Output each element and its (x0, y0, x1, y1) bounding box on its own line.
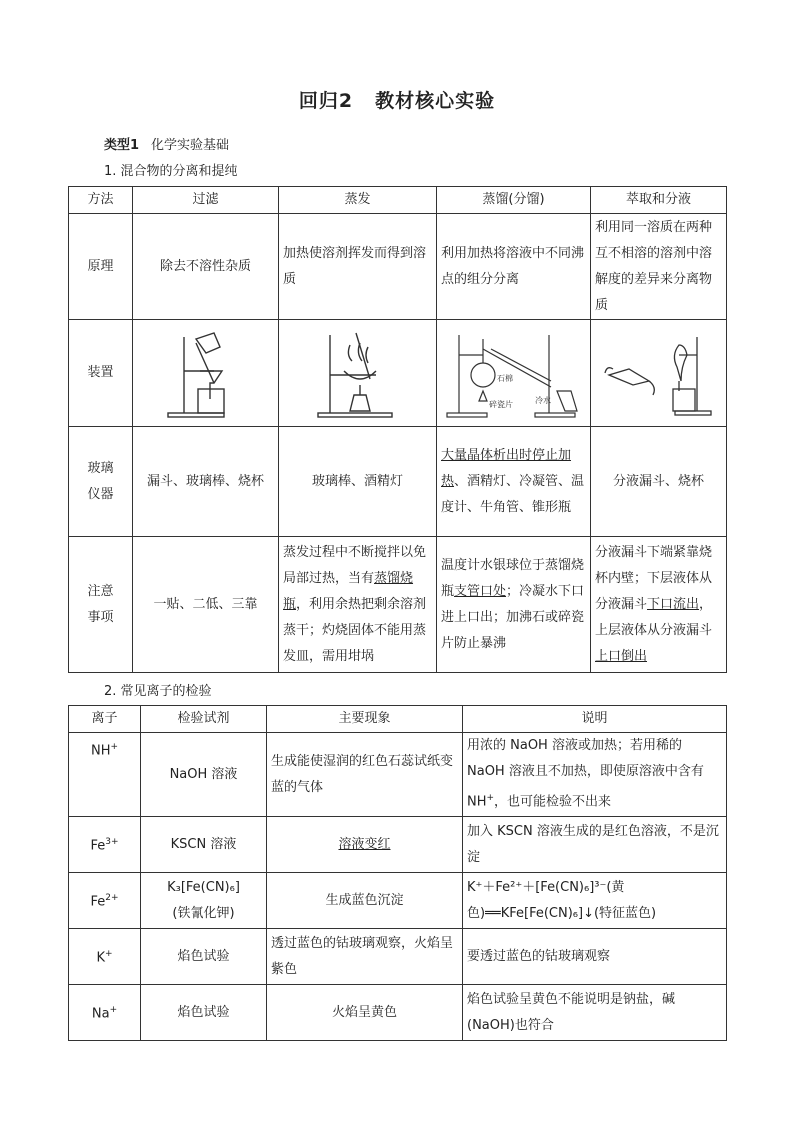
row-label: 玻璃 仪器 (69, 427, 133, 537)
table-cell: 温度计水银球位于蒸馏烧瓶支管口处；冷凝水下口进上口出；加沸石或碎瓷片防止暴沸 (437, 537, 591, 673)
table-cell: 漏斗、玻璃棒、烧杯 (133, 427, 279, 537)
phenomenon-cell: 透过蓝色的钴玻璃观察，火焰呈紫色 (267, 929, 463, 985)
table-cell: 利用同一溶质在两种互不相溶的溶剂中溶解度的差异来分离物质 (591, 214, 727, 320)
extraction-apparatus (591, 320, 727, 427)
phenomenon-cell: 火焰呈黄色 (267, 985, 463, 1041)
note-cell: 焰色试验呈黄色不能说明是钠盐，碱(NaOH)也符合 (463, 985, 727, 1041)
table-cell: 蒸发过程中不断搅拌以免局部过热，当有蒸馏烧瓶，利用余热把剩余溶剂蒸干；灼烧固体不能用蒸发皿，需用坩埚 (279, 537, 437, 673)
extraction-diagram (599, 325, 719, 421)
table-cell: 除去不溶性杂质 (133, 214, 279, 320)
table-header-row (69, 187, 727, 214)
distillation-apparatus (437, 320, 591, 427)
subheading-separation: 1. 混合物的分离和提纯 (104, 164, 238, 179)
evaporation-apparatus (279, 320, 437, 427)
header-cell: 说明 (463, 706, 727, 733)
table-row (69, 427, 727, 537)
reagent-cell: 焰色试验 (141, 985, 267, 1041)
filtration-apparatus (133, 320, 279, 427)
page-title: 回归2 教材核心实验 (298, 90, 496, 112)
ion-cell: $Fe^{2+}$ (69, 873, 141, 929)
note-cell: 用浓的 NaOH 溶液或加热；若用稀的 NaOH 溶液且不加热，即使原溶液中含有 NH+，也可能检验不出来 (463, 733, 727, 817)
note-cell: 加入 KSCN 溶液生成的是红色溶液，不是沉淀 (463, 817, 727, 873)
table-row (69, 733, 727, 817)
evaporation-diagram (308, 325, 408, 421)
table-cell: 玻璃棒、酒精灯 (279, 427, 437, 537)
label-chip: 碎瓷片 (488, 400, 513, 409)
header-cell: 检验试剂 (141, 706, 267, 733)
header-cell: 蒸发 (279, 187, 437, 214)
phenomenon-cell: 生成蓝色沉淀 (267, 873, 463, 929)
table-cell: 分液漏斗下端紧靠烧杯内壁；下层液体从分液漏斗下口流出，上层液体从分液漏斗上口倒出 (591, 537, 727, 673)
ion-cell: NH+ (69, 733, 141, 817)
label-stone: 石棉 (496, 374, 513, 383)
reagent-cell: 焰色试验 (141, 929, 267, 985)
distillation-diagram (439, 325, 589, 421)
separation-table (68, 186, 727, 673)
note-cell: K⁺＋Fe²⁺＋[Fe(CN)₆]³⁻(黄色)══KFe[Fe(CN)₆]↓(特征蓝色) (463, 873, 727, 929)
section-heading: 类型1 化学实验基础 (104, 138, 230, 153)
row-label: 原理 (69, 214, 133, 320)
subheading-ion-test: 2. 常见离子的检验 (104, 684, 212, 699)
reagent-cell: K₃[Fe(CN)₆] (铁氰化钾) (141, 873, 267, 929)
reagent-cell: NaOH 溶液 (141, 733, 267, 817)
phenomenon-cell: 生成能使湿润的红色石蕊试纸变蓝的气体 (267, 733, 463, 817)
header-cell: 蒸馏(分馏) (437, 187, 591, 214)
table-row (69, 214, 727, 320)
table-row (69, 320, 727, 427)
table-row (69, 929, 727, 985)
note-cell: 要透过蓝色的钴玻璃观察 (463, 929, 727, 985)
table-row (69, 817, 727, 873)
table-cell: 分液漏斗、烧杯 (591, 427, 727, 537)
header-cell: 离子 (69, 706, 141, 733)
table-header-row (69, 706, 727, 733)
header-cell: 主要现象 (267, 706, 463, 733)
table-row (69, 985, 727, 1041)
table-row (69, 873, 727, 929)
header-cell: 萃取和分液 (591, 187, 727, 214)
label-water: 冷水 (534, 396, 551, 405)
ion-cell: $Fe^{3+}$ (69, 817, 141, 873)
filtration-diagram (156, 325, 256, 421)
table-cell: 大量晶体析出时停止加热、酒精灯、冷凝管、温度计、牛角管、锥形瓶 (437, 427, 591, 537)
table-cell: 利用加热将溶液中不同沸点的组分分离 (437, 214, 591, 320)
table-cell: 加热使溶剂挥发而得到溶质 (279, 214, 437, 320)
header-cell: 过滤 (133, 187, 279, 214)
table-row (69, 537, 727, 673)
phenomenon-cell: 溶液变红 (267, 817, 463, 873)
row-label: 装置 (69, 320, 133, 427)
table-cell: 一贴、二低、三靠 (133, 537, 279, 673)
row-label: 注意 事项 (69, 537, 133, 673)
ion-test-table (68, 705, 727, 1041)
ion-cell: K+ (69, 929, 141, 985)
reagent-cell: KSCN 溶液 (141, 817, 267, 873)
ion-cell: Na+ (69, 985, 141, 1041)
header-cell: 方法 (69, 187, 133, 214)
